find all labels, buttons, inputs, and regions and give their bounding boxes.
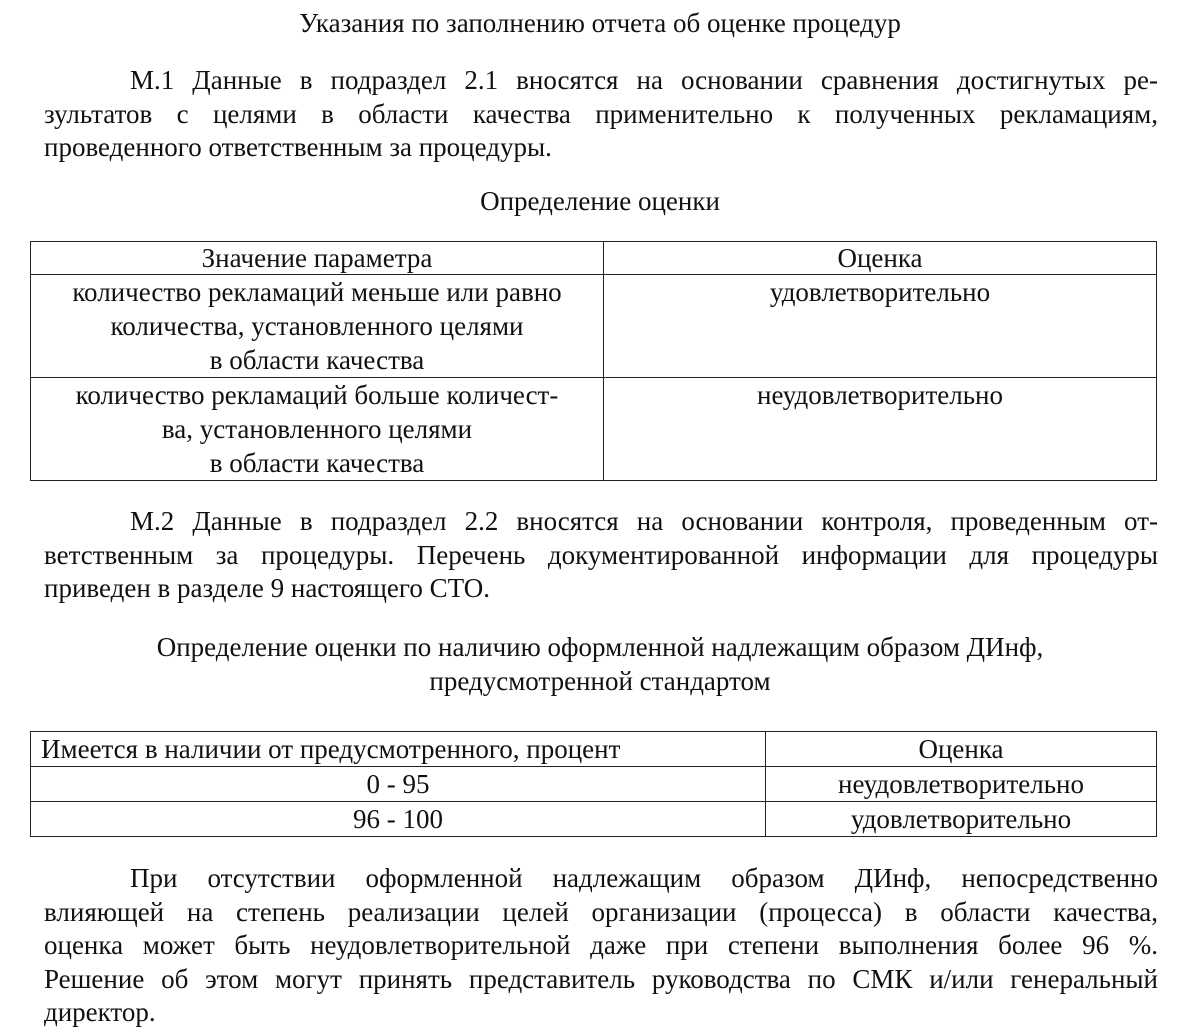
table-header-row — [31, 732, 1157, 767]
table-cell-parameter — [31, 275, 604, 378]
table2-title-line: предусмотренной стандартом — [429, 666, 771, 696]
table-row — [31, 275, 1157, 378]
table1-title: Определение оценки — [480, 186, 720, 216]
table-row — [31, 802, 1157, 837]
paragraph-line: При отсутствии оформленной надлежащим образом ДИнф, непосредственно — [130, 863, 1158, 893]
table-cell-parameter — [31, 378, 604, 481]
table-header-cell: Имеется в наличии от предусмотренного, процент — [31, 732, 766, 767]
paragraph-line: ветственным за процедуры. Перечень документированной информации для процедуры — [44, 539, 1158, 570]
table-header-row — [31, 242, 1157, 275]
document-title: Указания по заполнению отчета об оценке процедур — [299, 8, 901, 38]
paragraph-line: М.1 Данные в подраздел 2.1 вносятся на основании сравнения достигнутых ре- — [130, 65, 1158, 95]
table2-title-line: Определение оценки по наличию оформленной надлежащим образом ДИнф, — [156, 632, 1044, 662]
table-cell-grade: удовлетворительно — [604, 275, 1157, 378]
paragraph-line: проведенного ответственным за процедуры. — [44, 132, 552, 162]
cell-line: количество рекламаций меньше или равно — [72, 277, 562, 307]
table-cell-range: 96 - 100 — [31, 802, 766, 837]
paragraph-line: оценка может быть неудовлетворительной даже при степени выполнения более 96 %. — [44, 930, 1158, 960]
cell-line: ва, установленного целями — [161, 414, 473, 444]
cell-line: в области качества — [209, 345, 425, 375]
table-cell-range: 0 - 95 — [31, 767, 766, 802]
paragraph-line: директор. — [44, 997, 156, 1027]
cell-line: количества, установленного целями — [110, 311, 524, 341]
paragraph-line: зультатов с целями в области качества применительно к полученных рекламациям, — [44, 98, 1158, 129]
table-row — [31, 767, 1157, 802]
grade-table-documentation — [30, 731, 1157, 837]
paragraph-line: М.2 Данные в подраздел 2.2 вносятся на основании контроля, проведенным от- — [130, 506, 1158, 536]
paragraph-line: Решение об этом могут принять представитель руководства по СМК и/или генеральный — [44, 963, 1158, 994]
table-cell-grade: удовлетворительно — [766, 802, 1157, 837]
table-cell-grade: неудовлетворительно — [604, 378, 1157, 481]
table-header-cell: Оценка — [766, 732, 1157, 767]
table-row — [31, 378, 1157, 481]
table-header-cell: Значение параметра — [31, 242, 604, 275]
cell-line: количество рекламаций больше количест- — [75, 380, 559, 410]
paragraph-m2 — [44, 505, 1158, 606]
grade-table-complaints — [30, 241, 1157, 481]
table-header-cell: Оценка — [604, 242, 1157, 275]
paragraph-line: влияющей на степень реализации целей организации (процесса) в области качества, — [44, 896, 1158, 927]
paragraph-m1 — [44, 64, 1158, 165]
table-cell-grade: неудовлетворительно — [766, 767, 1157, 802]
paragraph-final — [44, 862, 1158, 1030]
paragraph-line: приведен в разделе 9 настоящего СТО. — [44, 573, 490, 603]
cell-line: в области качества — [209, 448, 425, 478]
